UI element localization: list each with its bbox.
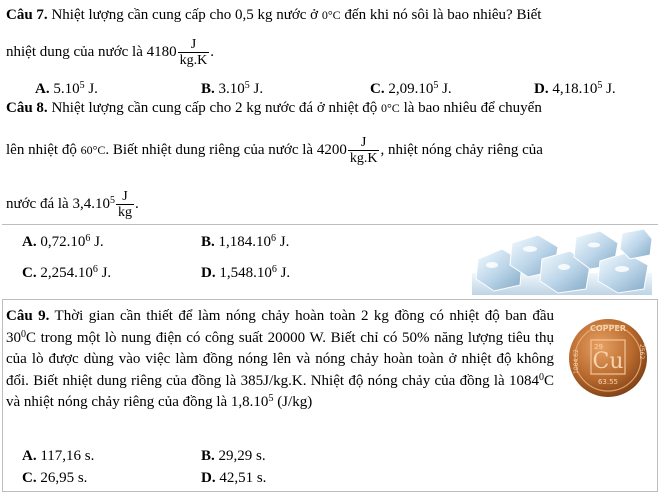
q7-label: Câu 7. [6, 7, 48, 23]
q7-line-2: nhiệt dung của nước là 4180 $\frac{J}{kg.K}$ . [6, 37, 214, 68]
q8-line-3: nước đá là 3,4.10$^5$ $\frac{J}{kg}$ . [6, 189, 139, 220]
coin-number: 29 [594, 343, 603, 351]
q7-option-c: C. 2,09.10$^5$ J. [370, 80, 452, 97]
q8-unit2-fraction: $\frac{J}{kg}$ [117, 189, 132, 220]
coin-mass: 63.55 [597, 378, 619, 386]
q9-box-right-border [657, 299, 658, 491]
q8-line-1: Câu 8. Nhiệt lượng cần cung cấp cho 2 kg nước đá ở nhiệt độ 0°C là bao nhiêu để chuyển [6, 100, 542, 116]
q7-option-b: B. 3.10$^5$ J. [201, 80, 264, 97]
q8-unit-fraction: $\frac{J}{kg.K}$ [349, 135, 378, 166]
q8-options-top-border [2, 224, 658, 225]
q9-option-d: D. 42,51 s. [201, 470, 267, 486]
q8-option-a: A. 0,72.10$^6$ J. [22, 233, 104, 250]
coin-right-text: 2562 [638, 344, 645, 360]
q8-line-2: lên nhiệt độ 60°C. Biết nhiệt dung riêng của nước là 4200 $\frac{J}{kg.K}$ , nhiệt nóng chảy riêng của [6, 135, 543, 166]
q9-option-a: A. 117,16 s. [22, 448, 95, 464]
copper-coin-icon [562, 318, 654, 398]
q9-box-top-border [2, 299, 658, 300]
coin-top-text: COPPER [589, 324, 627, 333]
coin-symbol: Cu [592, 349, 624, 374]
q9-label: Câu 9. [6, 308, 50, 324]
q7-option-a: A. 5.10$^5$ J. [35, 80, 98, 97]
q8-option-d: D. 1,548.10$^6$ J. [201, 264, 291, 281]
q9-paragraph: Câu 9. Thời gian cần thiết để làm nóng chảy hoàn toàn 2 kg đồng có nhiệt độ ban đầu $30^0C$ trong một lò nung điện có công suất 20000 W. Biết chỉ có 50% năng lượng tiêu thụ của lò được dùng vào việc làm đồng nóng lên và nóng chảy hoàn toàn ở nhiệt độ không đổi. Biết nhiệt dung riêng của đồng là 385J/kg.K. Nhiệt độ nóng chảy của đồng là 1084$^0$C và nhiệt nóng chảy riêng của đồng là 1,8.10$^5$ (J/kg) [6, 308, 554, 410]
q7-unit-fraction: $\frac{J}{kg.K}$ [179, 37, 208, 68]
q8-label: Câu 8. [6, 100, 48, 116]
ice-cubes-image [472, 229, 652, 295]
q8-option-b: B. 1,184.10$^6$ J. [201, 233, 290, 250]
q7-option-d: D. 4,18.10$^5$ J. [534, 80, 616, 97]
q9-box-left-border [2, 299, 3, 491]
ice-cubes-icon [472, 229, 652, 295]
copper-coin-image [562, 318, 654, 398]
q9-box-bottom-border [2, 491, 658, 492]
q9-option-b: B. 29,29 s. [201, 448, 266, 464]
coin-left-text: 1084.62 [573, 349, 580, 374]
q9-option-c: C. 26,95 s. [22, 470, 88, 486]
q8-option-c: C. 2,254.10$^6$ J. [22, 264, 112, 281]
q7-line-1: Câu 7. Nhiệt lượng cần cung cấp cho 0,5 kg nước ở 0°C đến khi nó sôi là bao nhiêu? Biết [6, 7, 542, 23]
